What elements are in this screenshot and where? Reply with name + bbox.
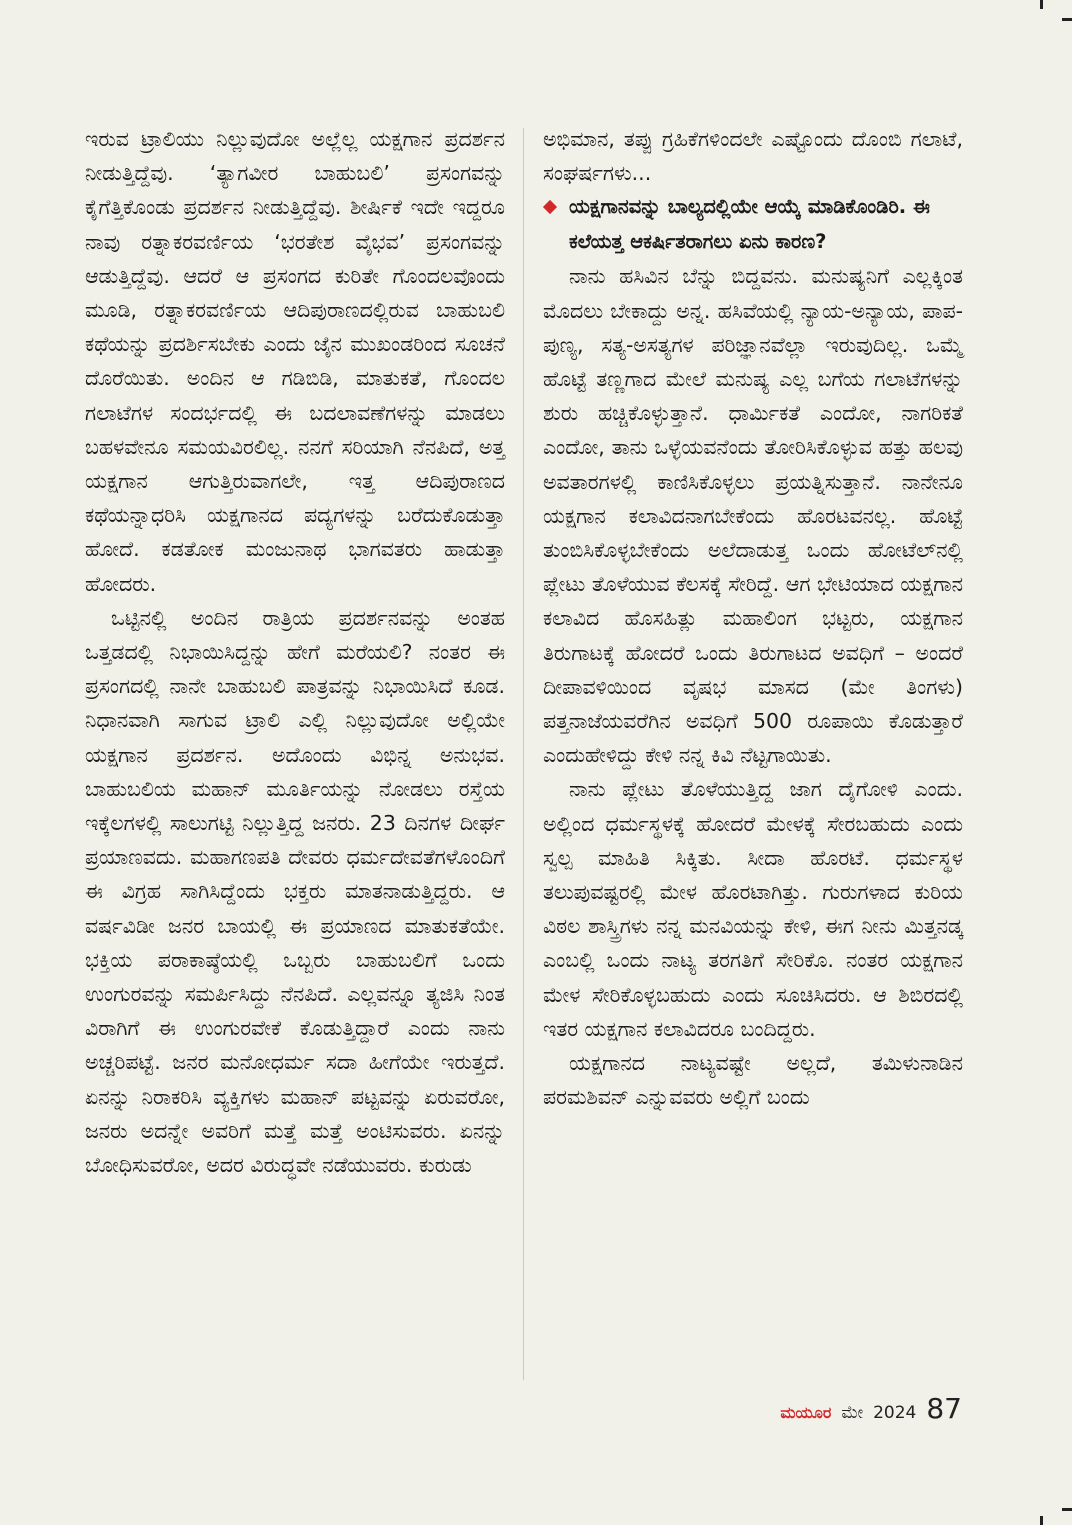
crop-mark: [1040, 1516, 1043, 1525]
diamond-bullet-icon: [543, 200, 557, 214]
issue-year: 2024: [873, 1403, 917, 1423]
crop-mark: [1062, 1508, 1072, 1511]
issue-month: ಮೇ: [841, 1403, 864, 1423]
column-divider: [523, 128, 524, 1380]
interview-question: [543, 190, 963, 259]
question-text: ಯಕ್ಷಗಾನವನ್ನು ಬಾಲ್ಯದಲ್ಲಿಯೇ ಆಯ್ಕೆ ಮಾಡಿಕೊಂಡಿರಿ. ಈ ಕಲೆಯತ್ತ ಆಕರ್ಷಿತರಾಗಲು ಏನು ಕಾರಣ?: [569, 195, 930, 253]
page-number: 87: [926, 1392, 962, 1425]
body-paragraph: ಒಟ್ಟಿನಲ್ಲಿ ಅಂದಿನ ರಾತ್ರಿಯ ಪ್ರದರ್ಶನವನ್ನು ಅಂತಹ ಒತ್ತಡದಲ್ಲಿ ನಿಭಾಯಿಸಿದ್ದನ್ನು ಹೇಗೆ ಮರೆಯಲಿ? ನಂತರ ಈ ಪ್ರಸಂಗದಲ್ಲಿ ನಾನೇ ಬಾಹುಬಲಿ ಪಾತ್ರವನ್ನು ನಿಭಾಯಿಸಿದೆ ಕೂಡ. ನಿಧಾನವಾಗಿ ಸಾಗುವ ಟ್ರಾಲಿ ಎಲ್ಲಿ ನಿಲ್ಲುವುದೋ ಅಲ್ಲಿಯೇ ಯಕ್ಷಗಾನ ಪ್ರದರ್ಶನ. ಅದೊಂದು ವಿಭಿನ್ನ ಅನುಭವ. ಬಾಹುಬಲಿಯ ಮಹಾನ್ ಮೂರ್ತಿಯನ್ನು ನೋಡಲು ರಸ್ತೆಯ ಇಕ್ಕೆಲಗಳಲ್ಲಿ ಸಾಲುಗಟ್ಟಿ ನಿಲ್ಲುತ್ತಿದ್ದ ಜನರು. 23 ದಿನಗಳ ದೀರ್ಘ ಪ್ರಯಾಣವದು. ಮಹಾಗಣಪತಿ ದೇವರು ಧರ್ಮದೇವತೆಗಳೊಂದಿಗೆ ಈ ವಿಗ್ರಹ ಸಾಗಿಸಿದ್ದೆಂದು ಭಕ್ತರು ಮಾತನಾಡುತ್ತಿದ್ದರು. ಆ ವರ್ಷವಿಡೀ ಜನರ ಬಾಯಲ್ಲಿ ಈ ಪ್ರಯಾಣದ ಮಾತುಕತೆಯೇ. ಭಕ್ತಿಯ ಪರಾಕಾಷ್ಠೆಯಲ್ಲಿ ಒಬ್ಬರು ಬಾಹುಬಲಿಗೆ ಒಂದು ಉಂಗುರವನ್ನು ಸಮರ್ಪಿಸಿದ್ದು ನೆನಪಿದೆ. ಎಲ್ಲವನ್ನೂ ತ್ಯಜಿಸಿ ನಿಂತ ವಿರಾಗಿಗೆ ಈ ಉಂಗುರವೇಕೆ ಕೊಡುತ್ತಿದ್ದಾರೆ ಎಂದು ನಾನು ಅಚ್ಚರಿಪಟ್ಟೆ. ಜನರ ಮನೋಧರ್ಮ ಸದಾ ಹೀಗೆಯೇ ಇರುತ್ತದೆ. ಏನನ್ನು ನಿರಾಕರಿಸಿ ವ್ಯಕ್ತಿಗಳು ಮಹಾನ್ ಪಟ್ಟವನ್ನು ಏರುವರೋ, ಜನರು ಅದನ್ನೇ ಅವರಿಗೆ ಮತ್ತೆ ಮತ್ತೆ ಅಂಟಿಸುವರು. ಏನನ್ನು ಬೋಧಿಸುವರೋ, ಅದರ ವಿರುದ್ಧವೇ ನಡೆಯುವರು. ಕುರುಡು: [85, 605, 505, 1178]
magazine-brand: ಮಯೂರ: [780, 1403, 832, 1422]
page-footer: [780, 1392, 962, 1428]
body-paragraph: ಯಕ್ಷಗಾನದ ನಾಟ್ಯವಷ್ಟೇ ಅಲ್ಲದೆ, ತಮಿಳುನಾಡಿನ ಪರಮಶಿವನ್ ಎನ್ನುವವರು ಅಲ್ಲಿಗೆ ಬಂದು: [543, 1051, 963, 1110]
body-paragraph: ಇರುವ ಟ್ರಾಲಿಯು ನಿಲ್ಲುವುದೋ ಅಲ್ಲೆಲ್ಲ ಯಕ್ಷಗಾನ ಪ್ರದರ್ಶನ ನೀಡುತ್ತಿದ್ದೆವು. ‘ತ್ಯಾಗವೀರ ಬಾಹುಬಲಿ’ ಪ್ರಸಂಗವನ್ನು ಕೈಗೆತ್ತಿಕೊಂಡು ಪ್ರದರ್ಶನ ನೀಡುತ್ತಿದ್ದೆವು. ಶೀರ್ಷಿಕೆ ಇದೇ ಇದ್ದರೂ ನಾವು ರತ್ನಾಕರವರ್ಣಿಯ ‘ಭರತೇಶ ವೈಭವ’ ಪ್ರಸಂಗವನ್ನು ಆಡುತ್ತಿದ್ದೆವು. ಆದರೆ ಆ ಪ್ರಸಂಗದ ಕುರಿತೇ ಗೊಂದಲವೊಂದು ಮೂಡಿ, ರತ್ನಾಕರವರ್ಣಿಯ ಆದಿಪುರಾಣದಲ್ಲಿರುವ ಬಾಹುಬಲಿ ಕಥೆಯನ್ನು ಪ್ರದರ್ಶಿಸಬೇಕು ಎಂದು ಜೈನ ಮುಖಂಡರಿಂದ ಸೂಚನೆ ದೊರೆಯಿತು. ಅಂದಿನ ಆ ಗಡಿಬಿಡಿ, ಮಾತುಕತೆ, ಗೊಂದಲ ಗಲಾಟೆಗಳ ಸಂದರ್ಭದಲ್ಲಿ ಈ ಬದಲಾವಣೆಗಳನ್ನು ಮಾಡಲು ಬಹಳವೇನೂ ಸಮಯವಿರಲಿಲ್ಲ. ನನಗೆ ಸರಿಯಾಗಿ ನೆನಪಿದೆ, ಅತ್ತ ಯಕ್ಷಗಾನ ಆಗುತ್ತಿರುವಾಗಲೇ, ಇತ್ತ ಆದಿಪುರಾಣದ ಕಥೆಯನ್ನಾಧರಿಸಿ ಯಕ್ಷಗಾನದ ಪದ್ಯಗಳನ್ನು ಬರೆದುಕೊಡುತ್ತಾ ಹೋದೆ. ಕಡತೋಕ ಮಂಜುನಾಥ ಭಾಗವತರು ಹಾಡುತ್ತಾ ಹೋದರು.: [85, 127, 505, 596]
body-paragraph: ನಾನು ಹಸಿವಿನ ಬೆನ್ನು ಬಿದ್ದವನು. ಮನುಷ್ಯನಿಗೆ ಎಲ್ಲಕ್ಕಿಂತ ಮೊದಲು ಬೇಕಾದ್ದು ಅನ್ನ. ಹಸಿವೆಯಲ್ಲಿ ನ್ಯಾಯ-ಅನ್ಯಾಯ, ಪಾಪ-ಪುಣ್ಯ, ಸತ್ಯ-ಅಸತ್ಯಗಳ ಪರಿಜ್ಞಾನವೆಲ್ಲಾ ಇರುವುದಿಲ್ಲ. ಒಮ್ಮೆ ಹೊಟ್ಟೆ ತಣ್ಣಗಾದ ಮೇಲೆ ಮನುಷ್ಯ ಎಲ್ಲ ಬಗೆಯ ಗಲಾಟೆಗಳನ್ನು ಶುರು ಹಚ್ಚಿಕೊಳ್ಳುತ್ತಾನೆ. ಧಾರ್ಮಿಕತೆ ಎಂದೋ, ನಾಗರಿಕತೆ ಎಂದೋ, ತಾನು ಒಳ್ಳೆಯವನೆಂದು ತೋರಿಸಿಕೊಳ್ಳುವ ಹತ್ತು ಹಲವು ಅವತಾರಗಳಲ್ಲಿ ಕಾಣಿಸಿಕೊಳ್ಳಲು ಪ್ರಯತ್ನಿಸುತ್ತಾನೆ. ನಾನೇನೂ ಯಕ್ಷಗಾನ ಕಲಾವಿದನಾಗಬೇಕೆಂದು ಹೊರಟವನಲ್ಲ. ಹೊಟ್ಟೆ ತುಂಬಿಸಿಕೊಳ್ಳಬೇಕೆಂದು ಅಲೆದಾಡುತ್ತ ಒಂದು ಹೋಟೆಲ್‌ನಲ್ಲಿ ಪ್ಲೇಟು ತೊಳೆಯುವ ಕೆಲಸಕ್ಕೆ ಸೇರಿದ್ದೆ. ಆಗ ಭೇಟಿಯಾದ ಯಕ್ಷಗಾನ ಕಲಾವಿದ ಹೊಸಹಿತ್ಲು ಮಹಾಲಿಂಗ ಭಟ್ಟರು, ಯಕ್ಷಗಾನ ತಿರುಗಾಟಕ್ಕೆ ಹೋದರೆ ಒಂದು ತಿರುಗಾಟದ ಅವಧಿಗೆ – ಅಂದರೆ ದೀಪಾವಳಿಯಿಂದ ವೃಷಭ ಮಾಸದ (ಮೇ ತಿಂಗಳು) ಪತ್ತನಾಜೆಯವರೆಗಿನ ಅವಧಿಗೆ 500 ರೂಪಾಯಿ ಕೊಡುತ್ತಾರೆ ಎಂದುಹೇಳಿದ್ದು ಕೇಳಿ ನನ್ನ ಕಿವಿ ನೆಟ್ಟಗಾಯಿತು.: [543, 264, 963, 768]
body-paragraph: ಅಭಿಮಾನ, ತಪ್ಪು ಗ್ರಹಿಕೆಗಳಿಂದಲೇ ಎಷ್ಟೊಂದು ದೊಂಬಿ ಗಲಾಟೆ, ಸಂಘರ್ಷಗಳು...: [543, 127, 963, 186]
body-paragraph: ನಾನು ಪ್ಲೇಟು ತೊಳೆಯುತ್ತಿದ್ದ ಜಾಗ ದೈಗೋಳಿ ಎಂದು. ಅಲ್ಲಿಂದ ಧರ್ಮಸ್ಥಳಕ್ಕೆ ಹೋದರೆ ಮೇಳಕ್ಕೆ ಸೇರಬಹುದು ಎಂದು ಸ್ವಲ್ಪ ಮಾಹಿತಿ ಸಿಕ್ಕಿತು. ಸೀದಾ ಹೊರಟೆ. ಧರ್ಮಸ್ಥಳ ತಲುಪುವಷ್ಟರಲ್ಲಿ ಮೇಳ ಹೊರಟಾಗಿತ್ತು. ಗುರುಗಳಾದ ಕುರಿಯ ವಿಠಲ ಶಾಸ್ತ್ರಿಗಳು ನನ್ನ ಮನವಿಯನ್ನು ಕೇಳಿ, ಈಗ ನೀನು ಮಿತ್ತನಡ್ಕ ಎಂಬಲ್ಲಿ ಒಂದು ನಾಟ್ಯ ತರಗತಿಗೆ ಸೇರಿಕೊ. ನಂತರ ಯಕ್ಷಗಾನ ಮೇಳ ಸೇರಿಕೊಳ್ಳಬಹುದು ಎಂದು ಸೂಚಿಸಿದರು. ಆ ಶಿಬಿರದಲ್ಲಿ ಇತರ ಯಕ್ಷಗಾನ ಕಲಾವಿದರೂ ಬಂದಿದ್ದರು.: [543, 777, 963, 1041]
crop-mark: [1062, 18, 1072, 21]
left-column: [85, 122, 505, 1182]
right-column: [543, 122, 963, 1114]
crop-mark: [1040, 0, 1043, 9]
